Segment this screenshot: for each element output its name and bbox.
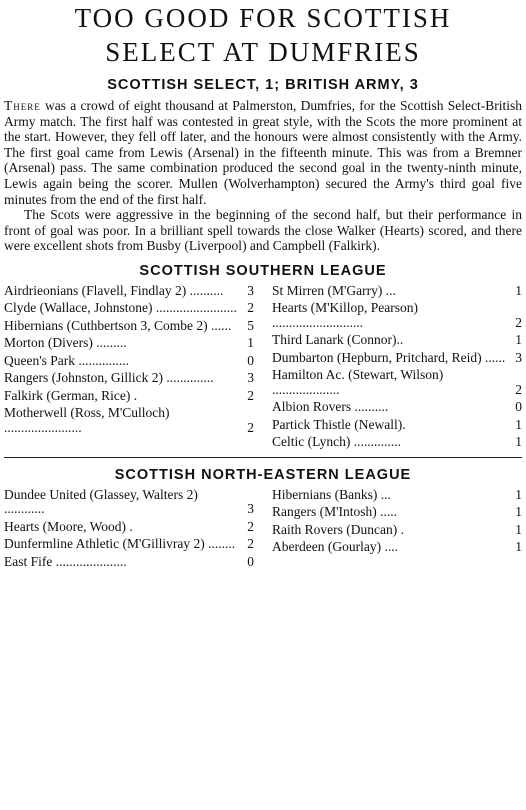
northeast-league-heading: SCOTTISH NORTH-EASTERN LEAGUE: [114, 466, 412, 483]
result-row: [272, 488, 522, 503]
team-scorers: Hearts (Moore, Wood) .: [4, 518, 133, 534]
result-row: [272, 284, 522, 299]
team-scorers: Raith Rovers (Duncan) .: [272, 521, 404, 537]
team-scorers: Motherwell (Ross, M'Culloch) .......................: [4, 405, 170, 435]
team-scorers: Aberdeen (Gourlay) ....: [272, 539, 398, 555]
result-row: [4, 284, 254, 299]
team-scorers: Dumbarton (Hepburn, Pritchard, Reid) ......: [272, 349, 506, 365]
score: 1: [515, 521, 522, 537]
result-row: [272, 435, 522, 450]
score: 0: [247, 553, 254, 569]
result-row: [4, 319, 254, 334]
result-row: [4, 520, 254, 535]
result-row: [272, 301, 522, 330]
team-scorers: St Mirren (M'Garry) ...: [272, 282, 396, 298]
lead-word: There: [4, 98, 41, 113]
score: 3: [247, 370, 254, 386]
result-row: [4, 537, 254, 552]
team-scorers: Rangers (M'Intosh) .....: [272, 504, 398, 520]
team-scorers: Hamilton Ac. (Stewart, Wilson) ....................: [272, 367, 444, 397]
result-row: [4, 336, 254, 351]
report-text-1: was a crowd of eight thousand at Palmerston, Dumfries, for the Scottish Select-British Army match. The first half was contested in great style, with the Scots the more prominent at the start. However, they fell off later, and the honours were almost consistently with the Army. The first goal came from Lewis (Arsenal) in the fifteenth minute. This was from a Bremner (Arsenal) pass. The same combination produced the second goal in the twenty-ninth minute, Lewis again being the scorer. Mullen (Wolverhampton) secured the Army's third goal five minutes from the end of the first half.: [4, 98, 522, 207]
northeast-results-right: [272, 488, 522, 573]
result-row: [4, 389, 254, 404]
score: 3: [515, 349, 522, 365]
score: 1: [515, 282, 522, 298]
score: 5: [247, 317, 254, 333]
result-row: [272, 333, 522, 348]
team-scorers: Hearts (M'Killop, Pearson) ...........................: [272, 300, 419, 330]
southern-results-right: [272, 284, 522, 453]
headline-line-1: TOO GOOD FOR SCOTTISH: [74, 3, 452, 33]
result-row: [4, 301, 254, 316]
team-scorers: Airdrieonians (Flavell, Findlay 2) ..........: [4, 282, 224, 298]
team-scorers: Third Lanark (Connor)..: [272, 332, 404, 348]
team-scorers: Partick Thistle (Newall).: [272, 416, 406, 432]
score: 3: [247, 501, 254, 517]
team-scorers: Celtic (Lynch) ..............: [272, 434, 401, 450]
score: 2: [515, 314, 522, 330]
team-scorers: Dundee United (Glassey, Walters 2) ............: [4, 486, 198, 517]
score: 0: [515, 399, 522, 415]
newspaper-column: [0, 2, 526, 572]
team-scorers: Clyde (Wallace, Johnstone) ........................: [4, 300, 237, 316]
score: 2: [247, 419, 254, 435]
northeast-results: [4, 488, 522, 573]
southern-results: [4, 284, 522, 453]
northeast-results-left: [4, 488, 254, 573]
score: 2: [247, 518, 254, 534]
score: 2: [247, 300, 254, 316]
score: 1: [515, 486, 522, 502]
southern-results-left: [4, 284, 254, 453]
result-row: [4, 555, 254, 570]
score: 1: [247, 335, 254, 351]
result-row: [272, 368, 522, 397]
team-scorers: Hibernians (Banks) ...: [272, 486, 391, 502]
result-row: [272, 400, 522, 415]
score: 1: [515, 332, 522, 348]
score: 1: [515, 504, 522, 520]
result-row: [272, 540, 522, 555]
team-scorers: Albion Rovers ..........: [272, 399, 389, 415]
team-scorers: Hibernians (Cuthbertson 3, Combe 2) ......: [4, 317, 232, 333]
result-row: [272, 351, 522, 366]
score: 3: [247, 282, 254, 298]
southern-league-heading: SCOTTISH SOUTHERN LEAGUE: [139, 262, 387, 279]
team-scorers: Queen's Park ...............: [4, 352, 130, 368]
match-heading: SCOTTISH SELECT, 1; BRITISH ARMY, 3: [107, 77, 419, 93]
report-paragraph-1: [4, 98, 522, 207]
score: 2: [515, 381, 522, 397]
result-row: [272, 418, 522, 433]
report-paragraph-2: The Scots were aggressive in the beginning of the second half, but their performance in front of goal was poor. In a brilliant spell towards the close Walker (Hearts) scored, and there were excellent shots from Busby (Liverpool) and Campbell (Falkirk).: [4, 207, 522, 254]
team-scorers: East Fife .....................: [4, 553, 127, 569]
headline-line-2: SELECT AT DUMFRIES: [105, 37, 421, 67]
score: 0: [247, 352, 254, 368]
result-row: [272, 523, 522, 538]
score: 1: [515, 416, 522, 432]
result-row: [4, 406, 254, 435]
team-scorers: Rangers (Johnston, Gillick 2) ..............: [4, 370, 214, 386]
match-report: [4, 98, 522, 254]
score: 1: [515, 539, 522, 555]
score: 1: [515, 434, 522, 450]
score: 2: [247, 387, 254, 403]
team-scorers: Dunfermline Athletic (M'Gillivray 2) ........: [4, 536, 236, 552]
section-divider: [4, 457, 522, 458]
team-scorers: Falkirk (German, Rice) .: [4, 387, 138, 403]
team-scorers: Morton (Divers) .........: [4, 335, 127, 351]
score: 2: [247, 536, 254, 552]
result-row: [4, 371, 254, 386]
result-row: [272, 505, 522, 520]
result-row: [4, 354, 254, 369]
result-row: [4, 488, 254, 517]
